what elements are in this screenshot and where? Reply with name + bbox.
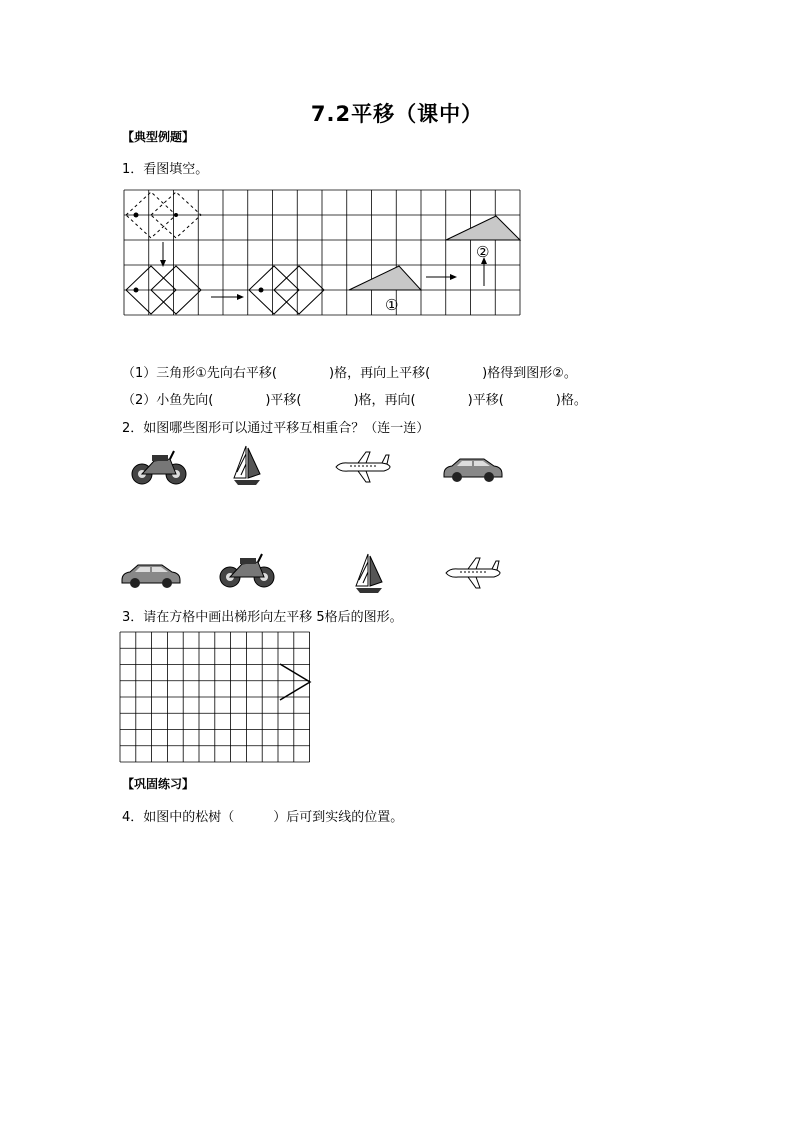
sailboat-icon[interactable] [232, 444, 262, 488]
motorcycle-icon[interactable] [130, 447, 188, 487]
triangle-1 [349, 266, 421, 290]
trapezoid-shape [280, 664, 310, 700]
question-1-sub-2: （2）小鱼先向( )平移( )格，再向( )平移( )格。 [122, 393, 587, 408]
triangle-1-label: ① [385, 296, 399, 314]
question-3: 3．请在方格中画出梯形向左平移 5格后的图形。 [122, 610, 403, 625]
triangle-2-label: ② [476, 243, 490, 261]
arrow-right-icon [237, 294, 244, 300]
triangle-2 [446, 216, 520, 240]
question-4: 4．如图中的松树（ ）后可到实线的位置。 [122, 810, 404, 825]
arrow-right-icon [450, 274, 457, 280]
question-2: 2．如图哪些图形可以通过平移互相重合？（连一连） [122, 421, 430, 436]
q3-grid-lines [120, 632, 310, 762]
q1-grid-figure [124, 190, 524, 320]
q3-grid-figure[interactable] [120, 632, 312, 764]
question-1: 1．看图填空。 [122, 162, 209, 177]
arrow-down-icon [160, 260, 166, 267]
airplane-icon[interactable] [444, 556, 502, 590]
page-title: 7.2平移（课中） [310, 102, 484, 126]
section-heading-examples: 【典型例题】 [122, 130, 195, 144]
q1-grid-lines [124, 190, 520, 315]
motorcycle-icon[interactable] [218, 550, 276, 590]
section-heading-practice: 【巩固练习】 [122, 777, 195, 791]
fish-eye-dot [134, 213, 139, 218]
car-icon[interactable] [442, 454, 504, 484]
car-icon[interactable] [120, 560, 182, 590]
airplane-icon[interactable] [334, 450, 392, 484]
question-1-sub-1: （1）三角形①先向右平移( )格，再向上平移( )格得到图形②。 [122, 366, 577, 381]
sailboat-icon[interactable] [354, 552, 384, 596]
